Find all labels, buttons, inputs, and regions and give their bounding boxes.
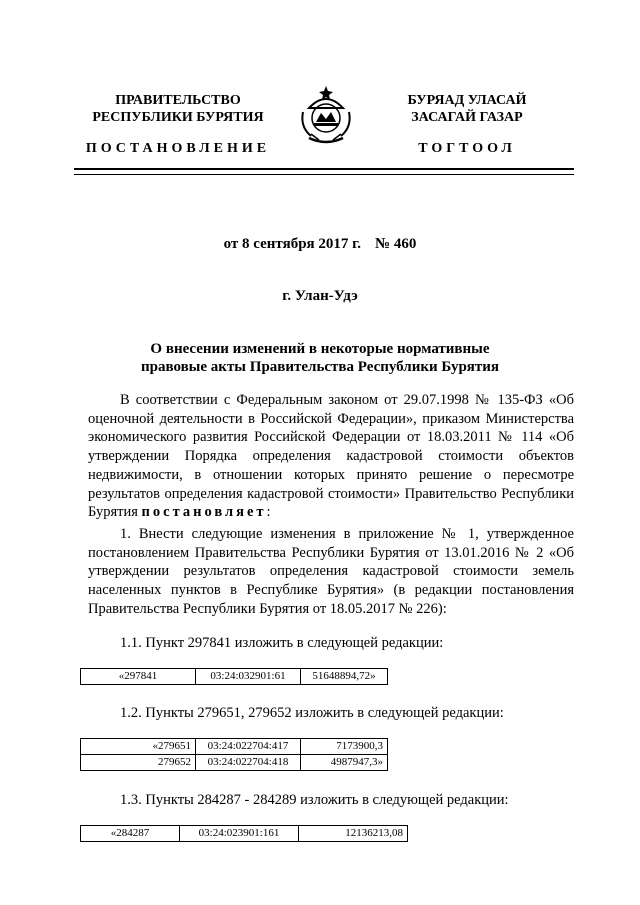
table-cell-value: 7173900,3 <box>301 739 388 755</box>
subitem-1-2: 1.2. Пункты 279651, 279652 изложить в следующей редакции: <box>120 705 504 721</box>
table-cell-value: 4987947,3» <box>301 755 388 771</box>
header-right-line1: БУРЯАД УЛАСАЙ <box>407 93 527 108</box>
subitem-1-3: 1.3. Пункты 284287 - 284289 изложить в следующей редакции: <box>120 792 509 808</box>
table-row <box>81 755 388 771</box>
header-left-line2: РЕСПУБЛИКИ БУРЯТИЯ <box>92 110 264 125</box>
table-cell-id: «297841 <box>81 669 196 685</box>
item-1-paragraph: 1. Внести следующие изменения в приложение № 1, утвержденное постановлением Правительства Республики Бурятия от 13.01.2016 № 2 «Об утверждении результатов определения кадастровой стоимости земель населенных пунктов в Республике Бурятия» (в редакции постановления Правительства Республики Бурятия от 18.05.2017 № 226): <box>88 526 574 617</box>
decree-word: постановляет <box>141 504 267 521</box>
document-number: № 460 <box>375 236 417 252</box>
preamble-paragraph <box>88 391 574 522</box>
header-divider <box>74 168 574 175</box>
header-right-line2: ЗАСАГАЙ ГАЗАР <box>411 110 523 125</box>
subitem-1-1: 1.1. Пункт 297841 изложить в следующей редакции: <box>120 635 444 651</box>
table-row <box>81 826 408 842</box>
doc-type-ru: ПОСТАНОВЛЕНИЕ <box>85 141 271 156</box>
table-cell-value: 12136213,08 <box>299 826 408 842</box>
table-cell-cadastral: 03:24:022704:418 <box>196 755 301 771</box>
table-cell-cadastral: 03:24:023901:161 <box>180 826 299 842</box>
coat-of-arms-emblem <box>297 82 355 148</box>
table-cell-id: «284287 <box>81 826 180 842</box>
header-right-org <box>372 92 562 126</box>
table-cell-cadastral: 03:24:032901:61 <box>196 669 301 685</box>
table-row <box>81 739 388 755</box>
date-number-line <box>0 236 640 253</box>
table-cell-id: 279652 <box>81 755 196 771</box>
table-cell-cadastral: 03:24:022704:417 <box>196 739 301 755</box>
document-city: г. Улан-Удэ <box>282 288 358 304</box>
decree-colon: : <box>266 504 271 521</box>
doc-type-bur: ТОГТООЛ <box>418 141 516 156</box>
table-cell-value: 51648894,72» <box>301 669 388 685</box>
title-line1: О внесении изменений в некоторые нормативные <box>150 341 490 357</box>
table-1-2 <box>80 738 388 771</box>
table-cell-id: «279651 <box>81 739 196 755</box>
header-left-org <box>78 92 278 126</box>
table-1-1 <box>80 668 388 685</box>
title-line2: правовые акты Правительства Республики Бурятия <box>140 359 500 375</box>
table-1-3 <box>80 825 408 842</box>
document-date: от 8 сентября 2017 г. <box>223 236 362 252</box>
document-title <box>100 340 540 376</box>
preamble-text: В соответствии с Федеральным законом от 29.07.1998 № 135-ФЗ «Об оценочной деятельности в Российской Федерации», приказом Министерства экономического развития Российской Федерации от 18.03.2011 № 114 «Об утверждении Порядка определения кадастровой стоимости объектов недвижимости, в отношении которых принято решение о пересмотре результатов определения кадастровой стоимости» Правительство Республики Бурятия <box>88 392 574 521</box>
header-left-line1: ПРАВИТЕЛЬСТВО <box>115 93 241 108</box>
table-row <box>81 669 388 685</box>
